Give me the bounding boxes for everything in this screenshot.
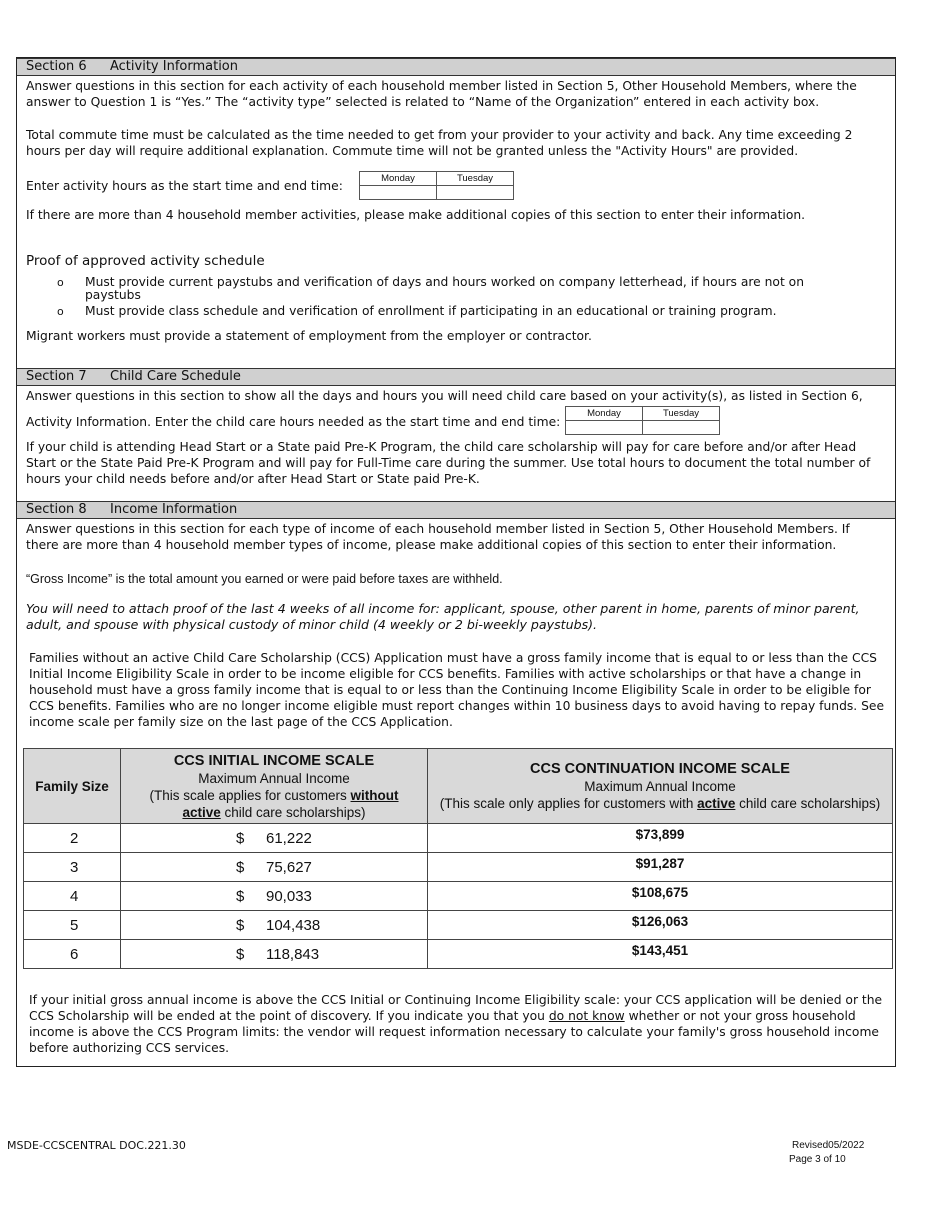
table-row: 5 $ 104,438 $126,063 [24,911,893,940]
closing-paragraph: If your initial gross annual income is above the CCS Initial or Continuing Income Eligibility scale: your CCS application will be denied or the CCS Scholarship will be ended at the point of discovery. If you indicate you that you do not know whether or not your gross household income is above the CCS Program limits: the vendor will request information necessary to calculate your family's gross household income before authorizing CCS services. [29,993,883,1055]
activity-hours-label: Enter activity hours as the start time and end time: [26,179,343,193]
table-row: 4 $ 90,033 $108,675 [24,882,893,911]
col-initial-scale: CCS INITIAL INCOME SCALE Maximum Annual Income (This scale applies for customers without active child care scholarships) [121,749,428,824]
eligibility-paragraph: Families without an active Child Care Scholarship (CCS) Application must have a gross family income that is equal to or less than the CCS Initial Income Eligibility Scale in order to be income eligible for CCS benefits. Families with active scholarships or that have a change in household must have a gross family income that is equal to or less than the Continuing Income Eligibility Scale in order to be eligible for CCS benefits. Families who are no longer income eligible must report changes within 10 business days to avoid having to repay funds. See income scale per family size on the last page of the CCS Application. [29,651,885,729]
tuesday-hours-input[interactable] [437,186,514,200]
bullet-marker: o [57,276,64,289]
additional-copies-note: If there are more than 4 household member activities, please make additional copies of this section to enter their information. [26,208,806,222]
income-scale-table [23,748,893,969]
day-tuesday: Tuesday [437,172,514,186]
child-care-hours-grid [565,406,720,435]
col-continuation-scale: CCS CONTINUATION INCOME SCALE Maximum Annual Income (This scale only applies for customers with active child care scholarships) [428,749,893,824]
monday-hours-input[interactable] [360,186,437,200]
section-8-intro: Answer questions in this section for each type of income of each household member listed in Section 5, Other Household Members. If there are more than 4 household member types of income, please make additional copies of this section to enter their information. [26,522,850,552]
table-row: 6 $ 118,843 $143,451 [24,940,893,969]
page-number: Page 3 of 10 [789,1154,846,1165]
section-7-header [17,368,895,386]
bullet-paystubs-text: Must provide current paystubs and verification of days and hours worked on company letterhead, if hours are not on paystubs [85,275,804,302]
col-family-size: Family Size [24,749,121,824]
day-monday: Monday [360,172,437,186]
tuesday-care-hours-input[interactable] [643,421,720,435]
document-id: MSDE-CCSCENTRAL DOC.221.30 [7,1139,186,1152]
section-7-title: Child Care Schedule [110,369,241,384]
day-monday: Monday [566,407,643,421]
revised-date: Revised05/2022 [792,1140,865,1151]
initial-scale-title: CCS INITIAL INCOME SCALE [173,752,375,769]
proof-heading: Proof of approved activity schedule [26,253,265,269]
section-6-title: Activity Information [110,59,239,74]
head-start-note: If your child is attending Head Start or a State paid Pre-K Program, the child care scholarship will pay for care before and/or after Head Start or the State Paid Pre-K Program and will pay for Full-Time care during the summer. Use total hours to document the total number of hours your child needs before and/or after Head Start or State paid Pre-K. [26,440,871,486]
monday-care-hours-input[interactable] [566,421,643,435]
continuation-scale-title: CCS CONTINUATION INCOME SCALE [530,761,790,777]
income-proof-note: You will need to attach proof of the last 4 weeks of all income for: applicant, spouse, other parent in home, parents of minor parent, adult, and spouse with physical custody of minor child (4 weekly or 2 bi-weekly paystubs). [26,601,860,632]
migrant-note: Migrant workers must provide a statement of employment from the employer or contractor. [26,329,592,343]
section-6-number: Section 6 [26,59,87,74]
form-frame [16,57,896,1067]
day-tuesday: Tuesday [643,407,720,421]
initial-scale-subtitle: Maximum Annual Income [198,770,350,786]
section-8-number: Section 8 [26,502,87,517]
gross-income-definition: “Gross Income” is the total amount you earned or were paid before taxes are withheld. [26,572,503,586]
do-not-know-text: do not know [548,1009,625,1023]
section-7-intro-cont: Activity Information. Enter the child care hours needed as the start time and end time: [26,415,561,429]
section-8-title: Income Information [110,502,238,517]
section-6-intro: Answer questions in this section for each activity of each household member listed in Section 5, Other Household Members, where the answer to Question 1 is “Yes.” The “activity type” selected is related to “Name of the Organization” entered in each activity box. [26,79,857,109]
table-row: 2 $ 61,222 $73,899 [24,824,893,853]
bullet-marker: o [57,305,64,318]
continuation-scale-subtitle: Maximum Annual Income [584,779,736,794]
table-row: 3 $ 75,627 $91,287 [24,853,893,882]
commute-instructions: Total commute time must be calculated as the time needed to get from your provider to your activity and back. Any time exceeding 2 hours per day will require additional explanation. Commute time will not be granted unless the "Activity Hours" are provided. [26,128,853,158]
activity-hours-grid [359,171,514,200]
section-8-header [17,501,895,519]
section-6-header [17,58,895,76]
section-7-number: Section 7 [26,369,87,384]
section-7-intro: Answer questions in this section to show all the days and hours you will need child care based on your activity(s), as listed in Section 6, [26,389,863,403]
bullet-class-schedule-text: Must provide class schedule and verification of enrollment if participating in an educational or training program. [85,304,777,318]
